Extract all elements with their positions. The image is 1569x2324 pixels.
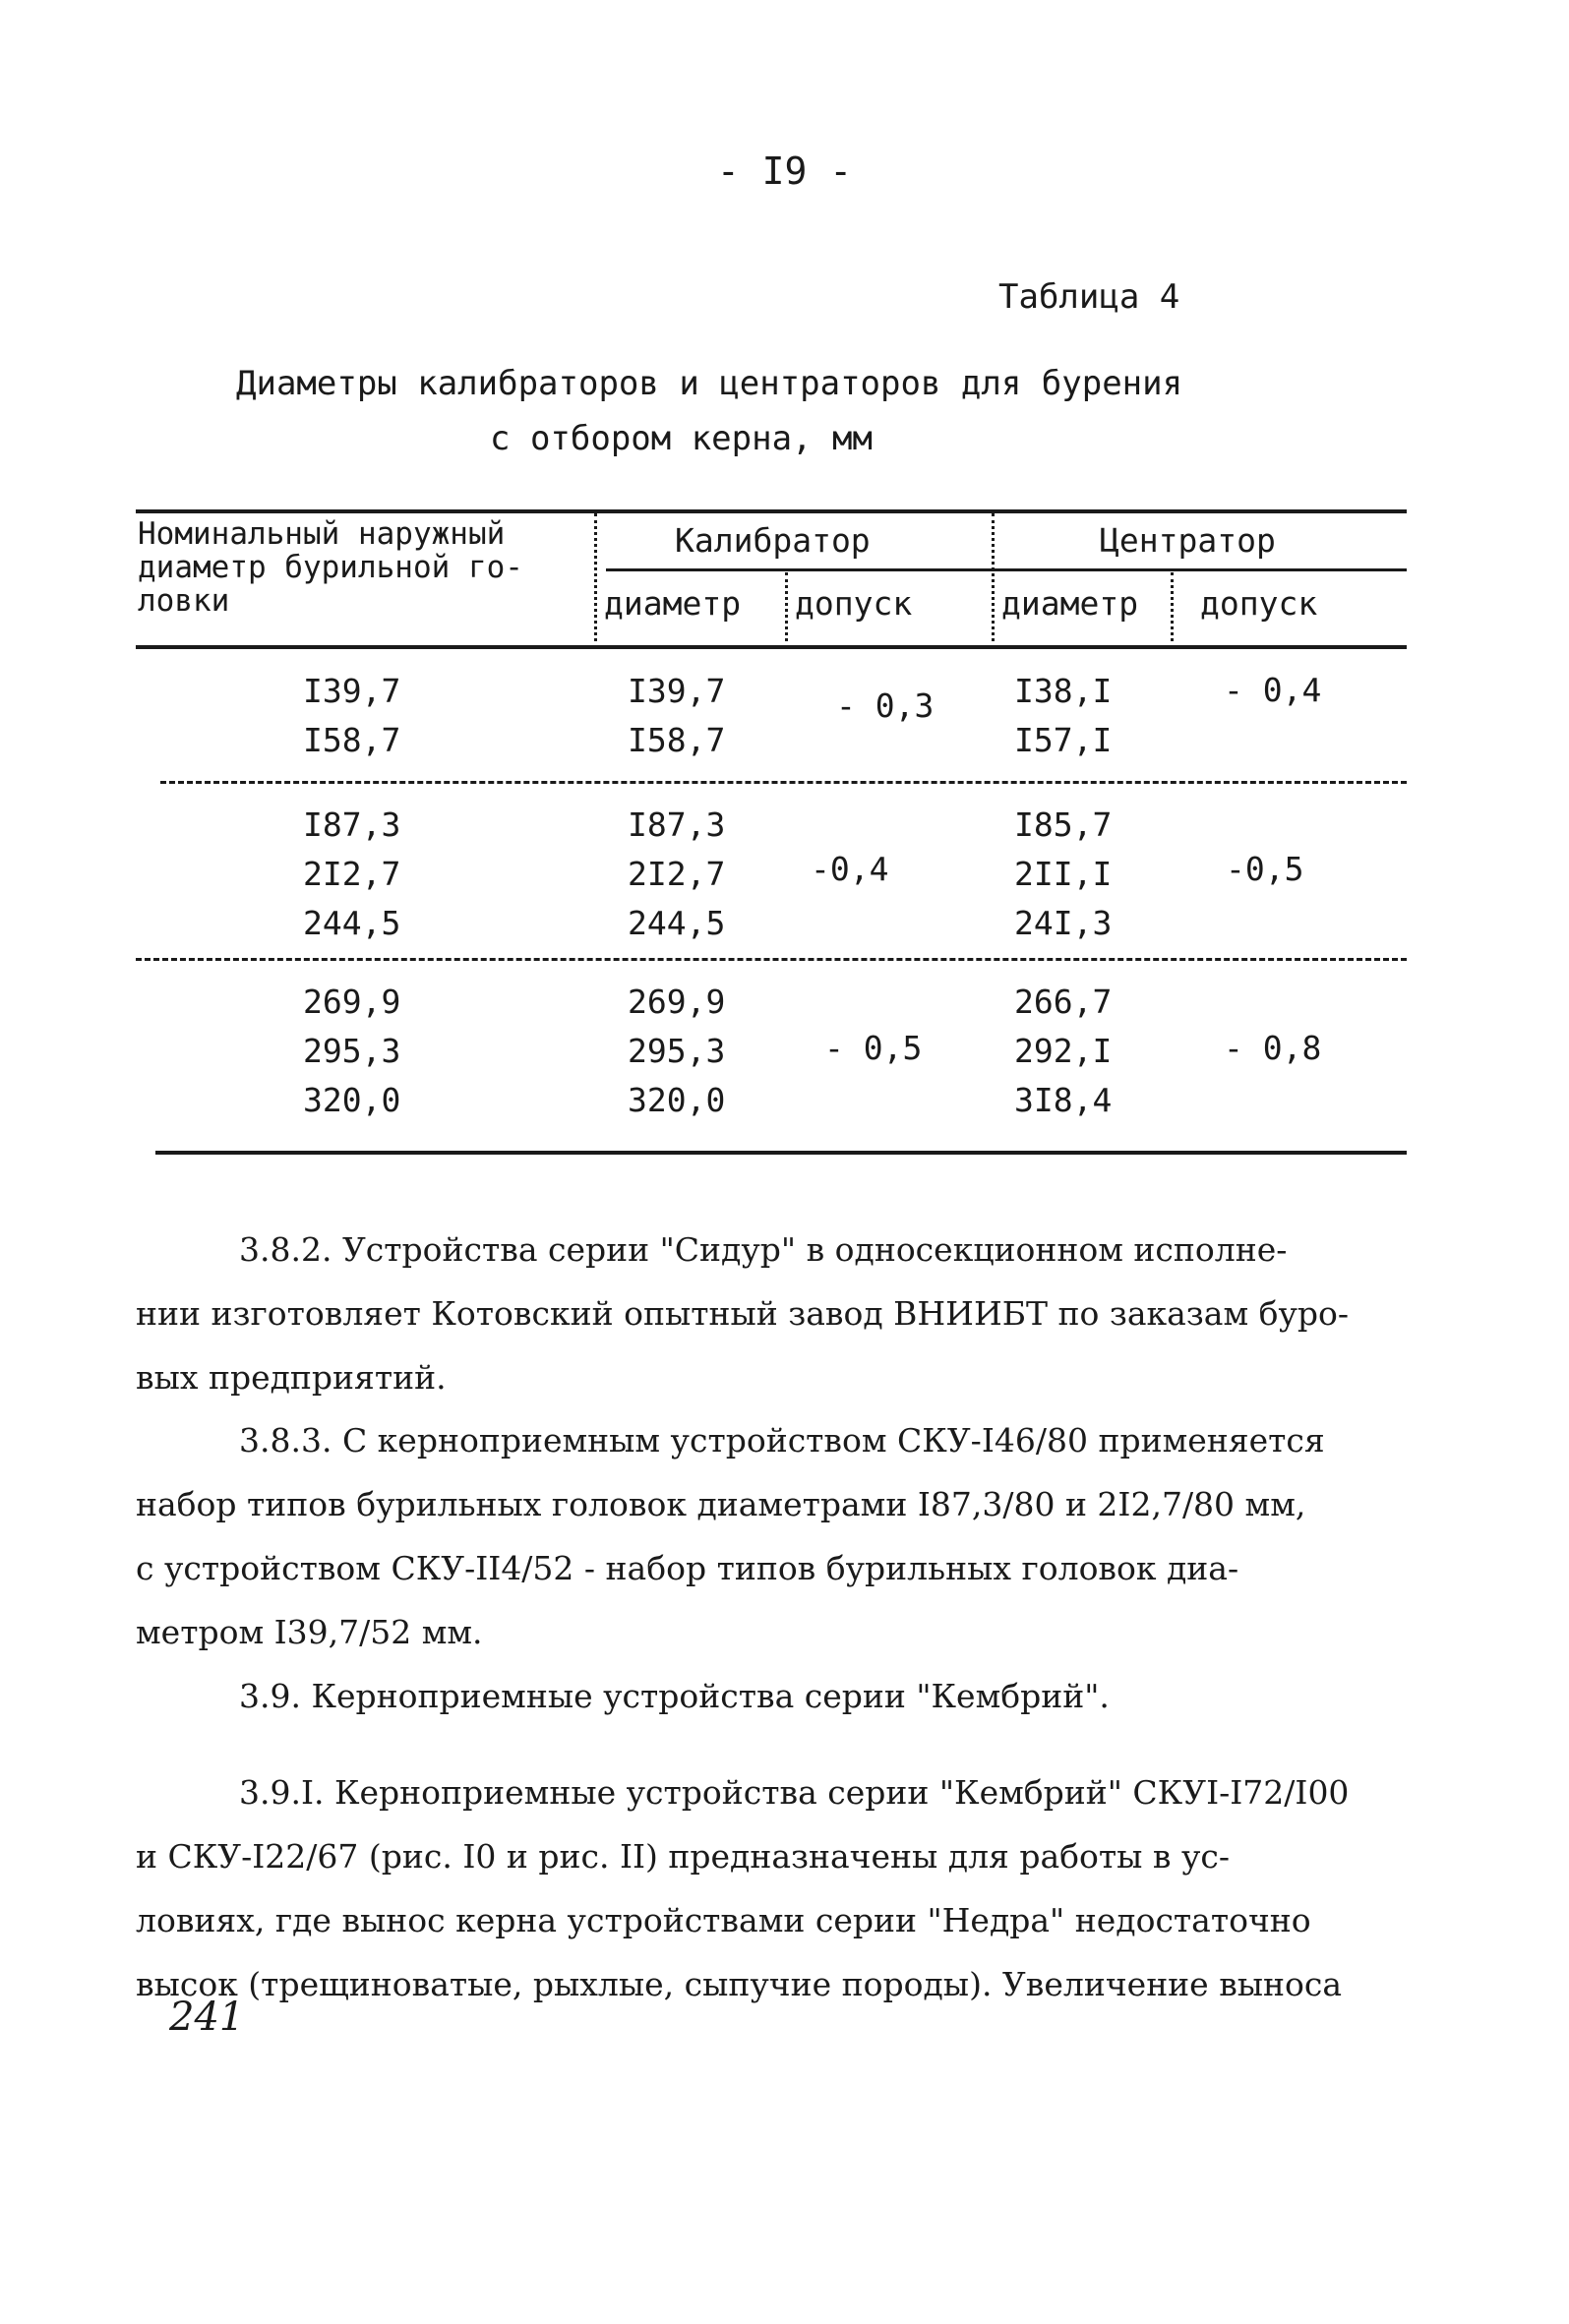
paragraph-line: ловиях, где вынос керна устройствами серии "Недра" недостаточно (136, 1901, 1311, 1939)
table-cell: 2II,I (1014, 855, 1113, 893)
header-sub-rule (606, 568, 1407, 571)
table-cell: 2I2,7 (303, 855, 401, 893)
paragraph-line: метром I39,7/52 мм. (136, 1613, 483, 1651)
table-label: Таблица 4 (998, 277, 1180, 317)
table-cell: I58,7 (303, 721, 401, 759)
caption-line-1: Диаметры калибраторов и центраторов для бурения (236, 364, 1183, 403)
header-divider-4 (1171, 572, 1174, 641)
table-cell: I38,I (1014, 672, 1113, 710)
table-cell: 2I2,7 (628, 855, 726, 893)
header-bottom-rule (136, 645, 1407, 649)
table-cell: 295,3 (303, 1032, 401, 1070)
group-3-nominal (303, 978, 400, 1125)
header-divider-2 (785, 572, 788, 641)
paragraph-3-8-3 (136, 1408, 1434, 1664)
paragraph-line: 3.8.2. Устройства серии "Сидур" в односекционном исполне- (239, 1230, 1288, 1269)
group-2-nominal (303, 801, 400, 948)
group-2-calibrator-tolerance: -0,4 (811, 850, 889, 888)
table-cell: 269,9 (628, 983, 726, 1021)
group-1-calibrator-tolerance: - 0,3 (836, 686, 935, 725)
paragraph-3-8-2 (136, 1218, 1434, 1409)
table-cell: 24I,3 (1014, 904, 1113, 942)
table-cell: 266,7 (1014, 983, 1113, 1021)
table-cell: 320,0 (303, 1081, 401, 1119)
header-calibrator-diameter: диаметр (604, 584, 742, 623)
paragraph-line: вых предприятий. (136, 1358, 447, 1397)
group-1-centrator-tolerance: - 0,4 (1224, 671, 1322, 709)
paragraph-line: высок (трещиноватые, рыхлые, сыпучие породы). Увеличение выноса (136, 1965, 1343, 2003)
header-centrator-tolerance: допуск (1200, 584, 1318, 623)
paragraph-3-9-1 (136, 1760, 1434, 2016)
table-caption (236, 356, 1220, 466)
group-2-centrator-tolerance: -0,5 (1226, 850, 1304, 888)
paragraph-line: 3.9.I. Керноприемные устройства серии "Кембрий" СКУI-I72/I00 (239, 1773, 1350, 1812)
table-cell: I85,7 (1014, 805, 1113, 844)
table-cell: I57,I (1014, 721, 1113, 759)
paragraph-line: 3.8.3. С керноприемным устройством СКУ-I46/80 применяется (239, 1421, 1325, 1460)
paragraph-line: с устройством СКУ-II4/52 - набор типов бурильных головок диа- (136, 1549, 1239, 1587)
handwritten-note: 241 (169, 1995, 245, 2040)
group-3-centrator-tolerance: - 0,8 (1224, 1029, 1322, 1067)
header-centrator-diameter: диаметр (1001, 584, 1139, 623)
group-1-calibrator-diameter (628, 667, 725, 765)
header-calibrator: Калибратор (675, 521, 871, 560)
paragraph-line: набор типов бурильных головок диаметрами I87,3/80 и 2I2,7/80 мм, (136, 1485, 1306, 1523)
group-separator-1 (160, 781, 1407, 784)
header-divider-3 (992, 513, 995, 641)
group-1-nominal (303, 667, 400, 765)
header-nominal-line-1: Номинальный наружный (138, 516, 506, 552)
table-cell: I87,3 (303, 805, 401, 844)
header-divider-1 (594, 513, 597, 641)
table-cell: I39,7 (628, 672, 726, 710)
table-cell: 295,3 (628, 1032, 726, 1070)
page-number: - I9 - (716, 149, 853, 193)
group-3-calibrator-diameter (628, 978, 725, 1125)
header-nominal (138, 517, 523, 618)
diameters-table (136, 509, 1407, 1159)
table-cell: I58,7 (628, 721, 726, 759)
paragraph-line: 3.9. Керноприемные устройства серии "Кембрий". (239, 1677, 1110, 1715)
table-cell: 3I8,4 (1014, 1081, 1113, 1119)
table-cell: I87,3 (628, 805, 726, 844)
table-cell: 244,5 (303, 904, 401, 942)
header-calibrator-tolerance: допуск (795, 584, 913, 623)
paragraph-line: нии изготовляет Котовский опытный завод ВНИИБТ по заказам буро- (136, 1294, 1350, 1333)
header-nominal-line-2: диаметр бурильной го- (138, 550, 523, 585)
header-nominal-line-3: ловки (138, 583, 230, 619)
group-3-calibrator-tolerance: - 0,5 (824, 1029, 923, 1067)
table-cell: 244,5 (628, 904, 726, 942)
paragraph-3-9 (136, 1664, 1434, 1728)
table-bottom-rule (155, 1151, 1407, 1155)
caption-line-2: с отбором керна, мм (490, 419, 873, 458)
group-2-centrator-diameter (1014, 801, 1112, 948)
table-cell: I39,7 (303, 672, 401, 710)
table-cell: 320,0 (628, 1081, 726, 1119)
header-centrator: Центратор (1100, 521, 1276, 560)
group-1-centrator-diameter (1014, 667, 1112, 765)
group-3-centrator-diameter (1014, 978, 1112, 1125)
group-2-calibrator-diameter (628, 801, 725, 948)
table-cell: 292,I (1014, 1032, 1113, 1070)
group-separator-2 (136, 958, 1407, 961)
table-cell: 269,9 (303, 983, 401, 1021)
table-top-rule (136, 509, 1407, 513)
paragraph-line: и СКУ-I22/67 (рис. I0 и рис. II) предназначены для работы в ус- (136, 1837, 1231, 1876)
